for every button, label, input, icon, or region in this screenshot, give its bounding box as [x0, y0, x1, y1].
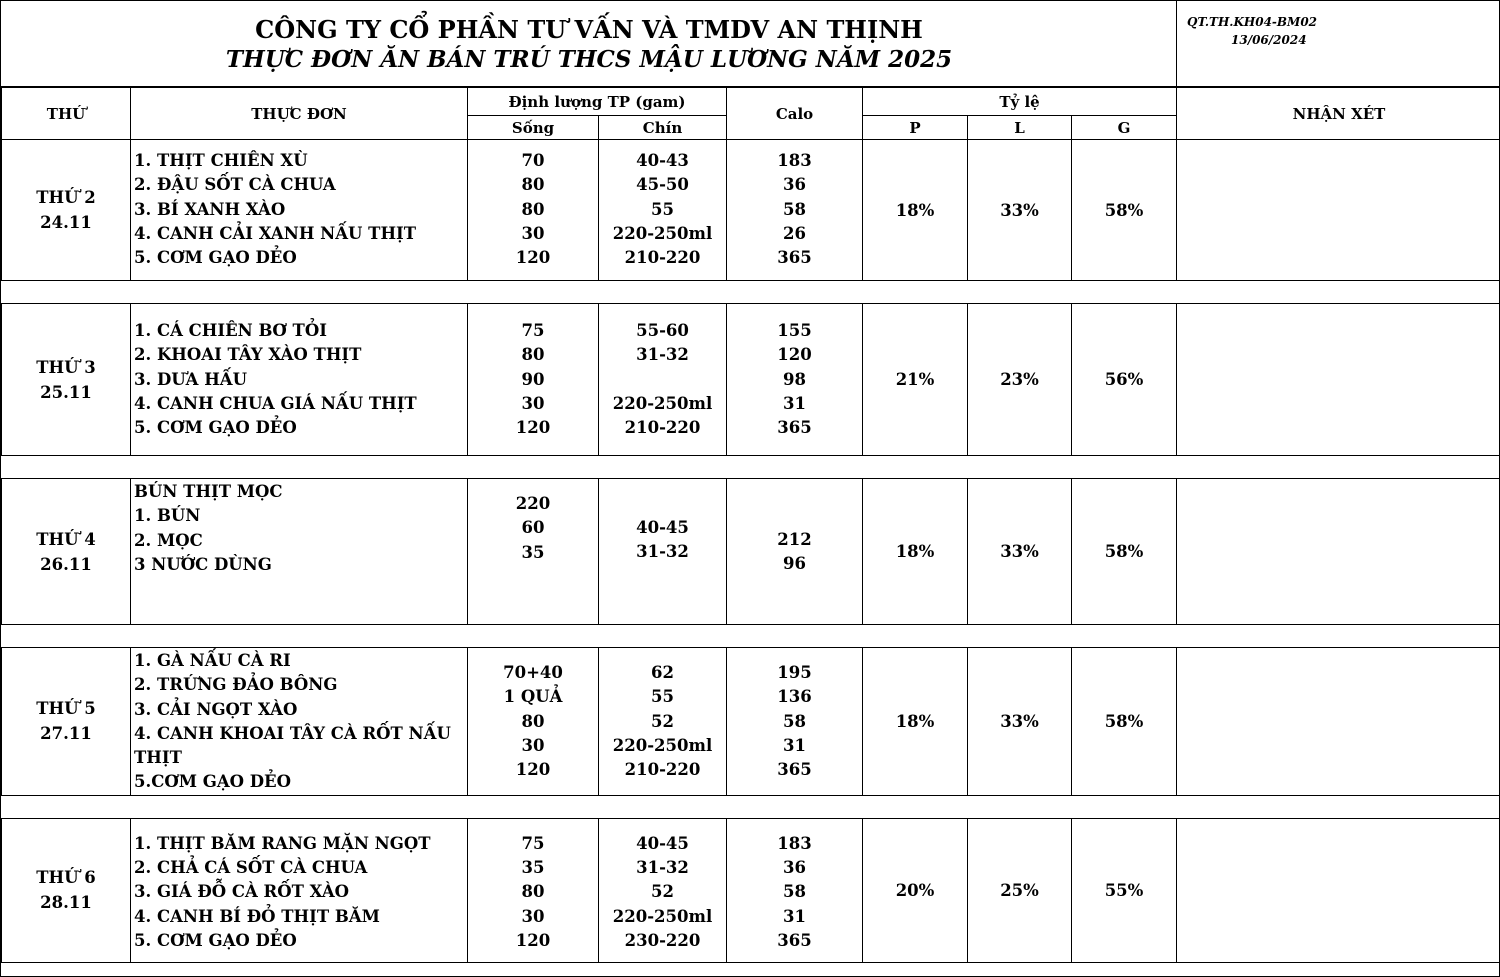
dish: 1. THỊT CHIÊN XÙ [134, 151, 308, 170]
calo-value: 31 [783, 906, 806, 926]
dish: 4. CANH CHUA GIÁ NẤU THỊT [134, 393, 417, 413]
row-gap [2, 625, 1500, 648]
calo-value: 58 [783, 711, 806, 731]
cooked-value: 220-250ml [612, 223, 713, 243]
raw-value: 35 [521, 858, 545, 878]
calo-value: 120 [777, 345, 812, 365]
cooked-cell [599, 648, 727, 796]
day-row [2, 818, 1500, 962]
dish: 2. KHOAI TÂY XÀO THỊT [134, 345, 362, 365]
l-ratio: 33% [968, 140, 1072, 281]
calo-value: 26 [783, 223, 806, 243]
calo-value: 98 [783, 369, 806, 389]
calo-value: 136 [777, 687, 812, 707]
row-gap [2, 795, 1500, 818]
day-name: THỨ 5 [36, 699, 96, 719]
col-g: G [1072, 116, 1177, 140]
day-cell [2, 648, 131, 796]
calo-cell [727, 479, 863, 625]
day-row [2, 648, 1500, 796]
calo-value: 365 [777, 760, 812, 780]
calo-value: 365 [777, 248, 812, 268]
dish: 5. CƠM GẠO DẺO [134, 930, 297, 950]
col-p: P [863, 116, 968, 140]
raw-value: 80 [521, 175, 545, 195]
calo-cell [727, 140, 863, 281]
calo-value: 365 [777, 930, 812, 950]
raw-value: 30 [521, 906, 545, 926]
col-calo: Calo [727, 88, 863, 140]
col-day: THỨ [2, 88, 131, 140]
day-date: 24.11 [40, 213, 92, 232]
calo-cell [727, 304, 863, 456]
g-ratio: 58% [1072, 140, 1177, 281]
dish: 1. GÀ NẤU CÀ RI [134, 651, 291, 670]
cooked-value: 40-43 [636, 151, 689, 170]
dishes-cell [131, 304, 468, 456]
cooked-value: 210-220 [624, 248, 701, 268]
g-ratio: 55% [1072, 818, 1177, 962]
raw-value: 120 [515, 248, 551, 268]
cooked-value: 220-250ml [612, 393, 713, 413]
cooked-cell [599, 818, 727, 962]
day-name: THỨ 4 [36, 529, 96, 549]
calo-value: 212 [777, 530, 812, 549]
g-ratio: 56% [1072, 304, 1177, 456]
calo-cell [727, 648, 863, 796]
menu-table [1, 87, 1500, 963]
raw-value: 30 [521, 735, 545, 755]
dishes-cell [131, 818, 468, 962]
raw-value: 35 [521, 542, 545, 562]
dish: 3. GIÁ ĐỖ CÀ RỐT XÀO [134, 882, 350, 902]
calo-value: 31 [783, 735, 806, 755]
dishes-cell [131, 648, 468, 796]
dish: 4. CANH CẢI XANH NẤU THỊT [134, 223, 417, 243]
header-row [2, 88, 1500, 116]
dishes-cell [131, 479, 468, 625]
dish: 5.CƠM GẠO DẺO [134, 772, 292, 792]
g-ratio: 58% [1072, 648, 1177, 796]
document-code: QT.TH.KH04-BM02 [1187, 15, 1318, 29]
col-menu: THỰC ĐƠN [131, 88, 468, 140]
cooked-value: 52 [651, 882, 674, 902]
cooked-value: 31-32 [636, 542, 689, 562]
p-ratio: 18% [863, 479, 968, 625]
calo-value: 183 [777, 151, 812, 170]
note-cell [1177, 818, 1500, 962]
calo-value: 365 [777, 418, 812, 438]
raw-value: 220 [515, 494, 551, 513]
raw-value: 1 QUẢ [503, 687, 563, 707]
cooked-value: 31-32 [636, 345, 689, 365]
raw-value: 80 [521, 345, 545, 365]
raw-value: 80 [521, 882, 545, 902]
p-ratio: 20% [863, 818, 968, 962]
dish: 3. BÍ XANH XÀO [134, 199, 286, 219]
day-name: THỨ 2 [36, 188, 96, 207]
cooked-value: 45-50 [636, 175, 689, 195]
col-raw: Sống [468, 116, 599, 140]
dish: 2. ĐẬU SỐT CÀ CHUA [134, 175, 336, 195]
raw-value: 30 [521, 223, 545, 243]
p-ratio: 21% [863, 304, 968, 456]
raw-cell [468, 818, 599, 962]
dish: 1. CÁ CHIÊN BƠ TỎI [134, 321, 327, 340]
cooked-value: 210-220 [624, 418, 701, 438]
cooked-value: 230-220 [624, 930, 701, 950]
raw-cell [468, 648, 599, 796]
note-cell [1177, 304, 1500, 456]
dish: 2. TRỨNG ĐẢO BÔNG [134, 675, 338, 695]
dish: 3. DƯA HẤU [134, 369, 247, 389]
raw-value: 70 [521, 151, 545, 170]
cooked-value: 220-250ml [612, 735, 713, 755]
day-date: 28.11 [40, 893, 92, 913]
raw-value: 120 [515, 760, 551, 780]
day-row [2, 140, 1500, 281]
col-cooked: Chín [599, 116, 727, 140]
cooked-value: 210-220 [624, 760, 701, 780]
raw-cell [468, 479, 599, 625]
menu-title: THỰC ĐƠN ĂN BÁN TRÚ THCS MẬU LƯƠNG NĂM 2025 [225, 46, 953, 73]
document-code-box [1176, 1, 1500, 87]
calo-value: 58 [783, 199, 806, 219]
col-quantity: Định lượng TP (gam) [468, 88, 727, 116]
cooked-value: 40-45 [636, 833, 689, 853]
cooked-value: 55 [651, 687, 674, 707]
dish: 5. CƠM GẠO DẺO [134, 248, 297, 268]
day-cell [2, 304, 131, 456]
cooked-cell [599, 140, 727, 281]
day-cell [2, 140, 131, 281]
raw-value: 80 [521, 199, 545, 219]
day-date: 25.11 [40, 382, 92, 402]
raw-value: 80 [521, 711, 545, 731]
raw-value: 120 [515, 418, 551, 438]
dish: 5. CƠM GẠO DẺO [134, 418, 297, 438]
dish-title: BÚN THỊT MỌC [134, 482, 283, 501]
dish: THỊT [134, 748, 182, 768]
l-ratio: 23% [968, 304, 1072, 456]
calo-value: 36 [783, 858, 806, 878]
calo-value: 183 [777, 833, 812, 853]
p-ratio: 18% [863, 648, 968, 796]
company-name: CÔNG TY CỔ PHẦN TƯ VẤN VÀ TMDV AN THỊNH [255, 15, 923, 44]
calo-value: 155 [777, 321, 812, 340]
calo-value: 58 [783, 882, 806, 902]
day-date: 26.11 [40, 554, 92, 574]
p-ratio: 18% [863, 140, 968, 281]
raw-value: 120 [515, 930, 551, 950]
empty-value [599, 368, 726, 392]
raw-value: 75 [521, 321, 545, 340]
cooked-value: 55 [651, 199, 674, 219]
cooked-cell [599, 304, 727, 456]
dish: 1. BÚN [134, 506, 201, 526]
dish: 1. THỊT BĂM RANG MẶN NGỌT [134, 833, 431, 853]
day-name: THỨ 3 [36, 357, 96, 377]
raw-value: 60 [521, 518, 545, 538]
calo-value: 31 [783, 393, 806, 413]
cooked-value: 31-32 [636, 858, 689, 878]
dish: 2. CHẢ CÁ SỐT CÀ CHUA [134, 858, 368, 878]
calo-cell [727, 818, 863, 962]
g-ratio: 58% [1072, 479, 1177, 625]
raw-cell [468, 140, 599, 281]
raw-value: 70+40 [503, 663, 563, 682]
raw-value: 75 [521, 833, 545, 853]
document-date: 13/06/2024 [1231, 33, 1307, 47]
dish: 2. MỌC [134, 530, 203, 550]
row-gap [2, 456, 1500, 479]
calo-value: 96 [783, 554, 806, 574]
cooked-value: 52 [651, 711, 674, 731]
raw-value: 90 [521, 369, 545, 389]
l-ratio: 33% [968, 648, 1072, 796]
note-cell [1177, 140, 1500, 281]
raw-cell [468, 304, 599, 456]
note-cell [1177, 479, 1500, 625]
dishes-cell [131, 140, 468, 281]
day-row [2, 304, 1500, 456]
dish: 4. CANH KHOAI TÂY CÀ RỐT NẤU [134, 723, 451, 743]
day-name: THỨ 6 [36, 868, 96, 888]
col-l: L [968, 116, 1072, 140]
col-ratio: Tỷ lệ [863, 88, 1177, 116]
cooked-cell [599, 479, 727, 625]
calo-value: 36 [783, 175, 806, 195]
dish: 4. CANH BÍ ĐỎ THỊT BĂM [134, 906, 380, 926]
document-header [1, 1, 1500, 87]
day-cell [2, 479, 131, 625]
cooked-value: 55-60 [636, 321, 689, 340]
row-gap [2, 281, 1500, 304]
calo-value: 195 [777, 663, 812, 682]
cooked-value: 40-45 [636, 518, 689, 537]
note-cell [1177, 648, 1500, 796]
day-cell [2, 818, 131, 962]
l-ratio: 33% [968, 479, 1072, 625]
cooked-value: 220-250ml [612, 906, 713, 926]
day-row [2, 479, 1500, 625]
col-note: NHẬN XÉT [1177, 88, 1500, 140]
l-ratio: 25% [968, 818, 1072, 962]
dish: 3 NƯỚC DÙNG [134, 554, 272, 574]
raw-value: 30 [521, 393, 545, 413]
cooked-value: 62 [651, 663, 674, 682]
day-date: 27.11 [40, 724, 92, 744]
dish: 3. CẢI NGỌT XÀO [134, 699, 298, 719]
